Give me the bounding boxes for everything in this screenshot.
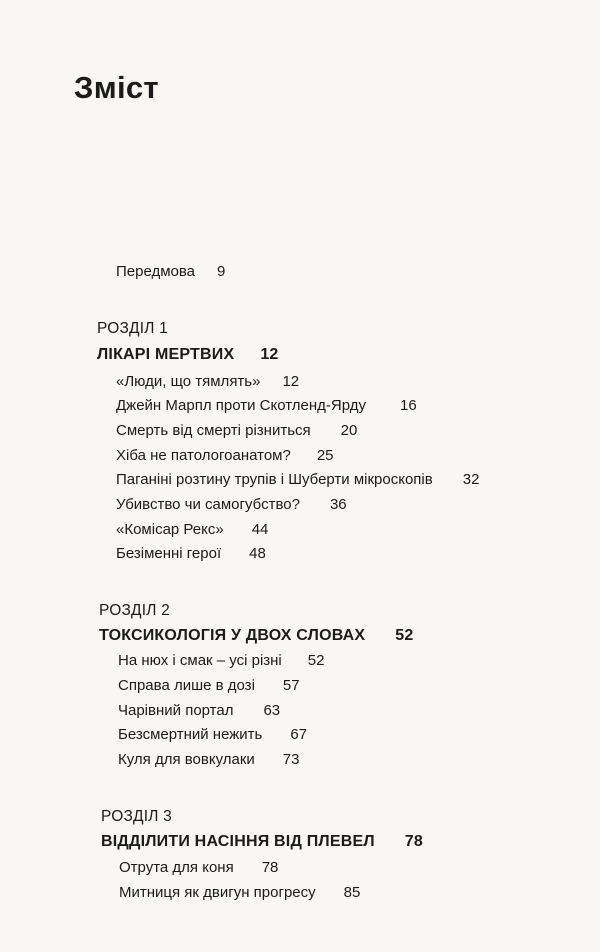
- toc-entry[interactable]: [116, 373, 299, 390]
- entry-page: 20: [340, 422, 358, 439]
- entry-title: «Комісар Рекс»: [116, 521, 224, 538]
- entry-page: 25: [316, 447, 334, 464]
- entry-title: Куля для вовкулаки: [118, 751, 255, 768]
- entry-page: 85: [343, 884, 361, 901]
- chapter-title: ТОКСИКОЛОГІЯ У ДВОХ СЛОВАХ: [99, 627, 366, 644]
- entry-title: Смерть від смерті різниться: [116, 422, 311, 439]
- entry-page: 73: [282, 751, 300, 768]
- entry-title: Убивство чи самогубство?: [116, 496, 300, 513]
- section-label: РОЗДІЛ 3: [101, 808, 172, 825]
- chapter-heading[interactable]: [97, 346, 279, 364]
- entry-page: 48: [249, 545, 266, 562]
- toc-entry[interactable]: [116, 471, 479, 488]
- toc-entry[interactable]: [118, 751, 299, 768]
- entry-page: 36: [329, 496, 347, 513]
- entry-title: Чарівний портал: [118, 702, 234, 719]
- entry-title: Джейн Марпл проти Скотленд-Ярду: [116, 397, 366, 414]
- page-title: Зміст: [74, 70, 159, 105]
- entry-page: 57: [282, 677, 300, 694]
- chapter-heading[interactable]: [101, 833, 423, 851]
- toc-entry[interactable]: [116, 397, 417, 414]
- toc-entry[interactable]: [116, 422, 357, 439]
- entry-page: 9: [217, 263, 226, 280]
- chapter-page: 52: [395, 627, 414, 644]
- chapter-page: 12: [260, 346, 279, 363]
- section-label: РОЗДІЛ 1: [97, 320, 168, 337]
- entry-page: 12: [282, 373, 300, 390]
- entry-page: 16: [399, 397, 417, 414]
- chapter-title: ЛІКАРІ МЕРТВИХ: [97, 346, 235, 363]
- toc-entry[interactable]: [118, 702, 280, 719]
- entry-title: Безіменні герої: [116, 545, 222, 562]
- chapter-title: ВІДДІЛИТИ НАСІННЯ ВІД ПЛЕВЕЛ: [101, 833, 375, 850]
- entry-title: Паганіні розтину трупів і Шуберти мікроскопів: [116, 471, 433, 488]
- toc-entry-preface[interactable]: [116, 263, 225, 280]
- entry-page: 44: [251, 521, 269, 538]
- toc-entry[interactable]: [119, 884, 360, 901]
- entry-title: На нюх і смак – усі різні: [118, 652, 282, 669]
- toc-entry[interactable]: [118, 677, 300, 694]
- entry-title: Передмова: [116, 263, 196, 280]
- entry-page: 63: [263, 702, 281, 719]
- entry-title: Митниця як двигун прогресу: [119, 884, 316, 901]
- entry-page: 52: [307, 652, 325, 669]
- toc-entry[interactable]: [119, 859, 278, 876]
- toc-entry[interactable]: [116, 447, 334, 464]
- toc-entry[interactable]: [116, 521, 268, 538]
- chapter-page: 78: [404, 833, 423, 850]
- toc-entry[interactable]: [118, 726, 307, 743]
- toc-entry[interactable]: [118, 652, 324, 669]
- entry-title: Хіба не патологоанатом?: [116, 447, 291, 464]
- entry-title: Безсмертний нежить: [118, 726, 263, 743]
- entry-page: 67: [290, 726, 308, 743]
- entry-page: 78: [261, 859, 279, 876]
- entry-page: 32: [462, 471, 480, 488]
- toc-entry[interactable]: [116, 545, 266, 562]
- entry-title: Отрута для коня: [119, 859, 234, 876]
- toc-entry[interactable]: [116, 496, 347, 513]
- chapter-heading[interactable]: [99, 627, 414, 645]
- entry-title: Справа лише в дозі: [118, 677, 255, 694]
- entry-title: «Люди, що тямлять»: [116, 373, 261, 390]
- section-label: РОЗДІЛ 2: [99, 602, 170, 619]
